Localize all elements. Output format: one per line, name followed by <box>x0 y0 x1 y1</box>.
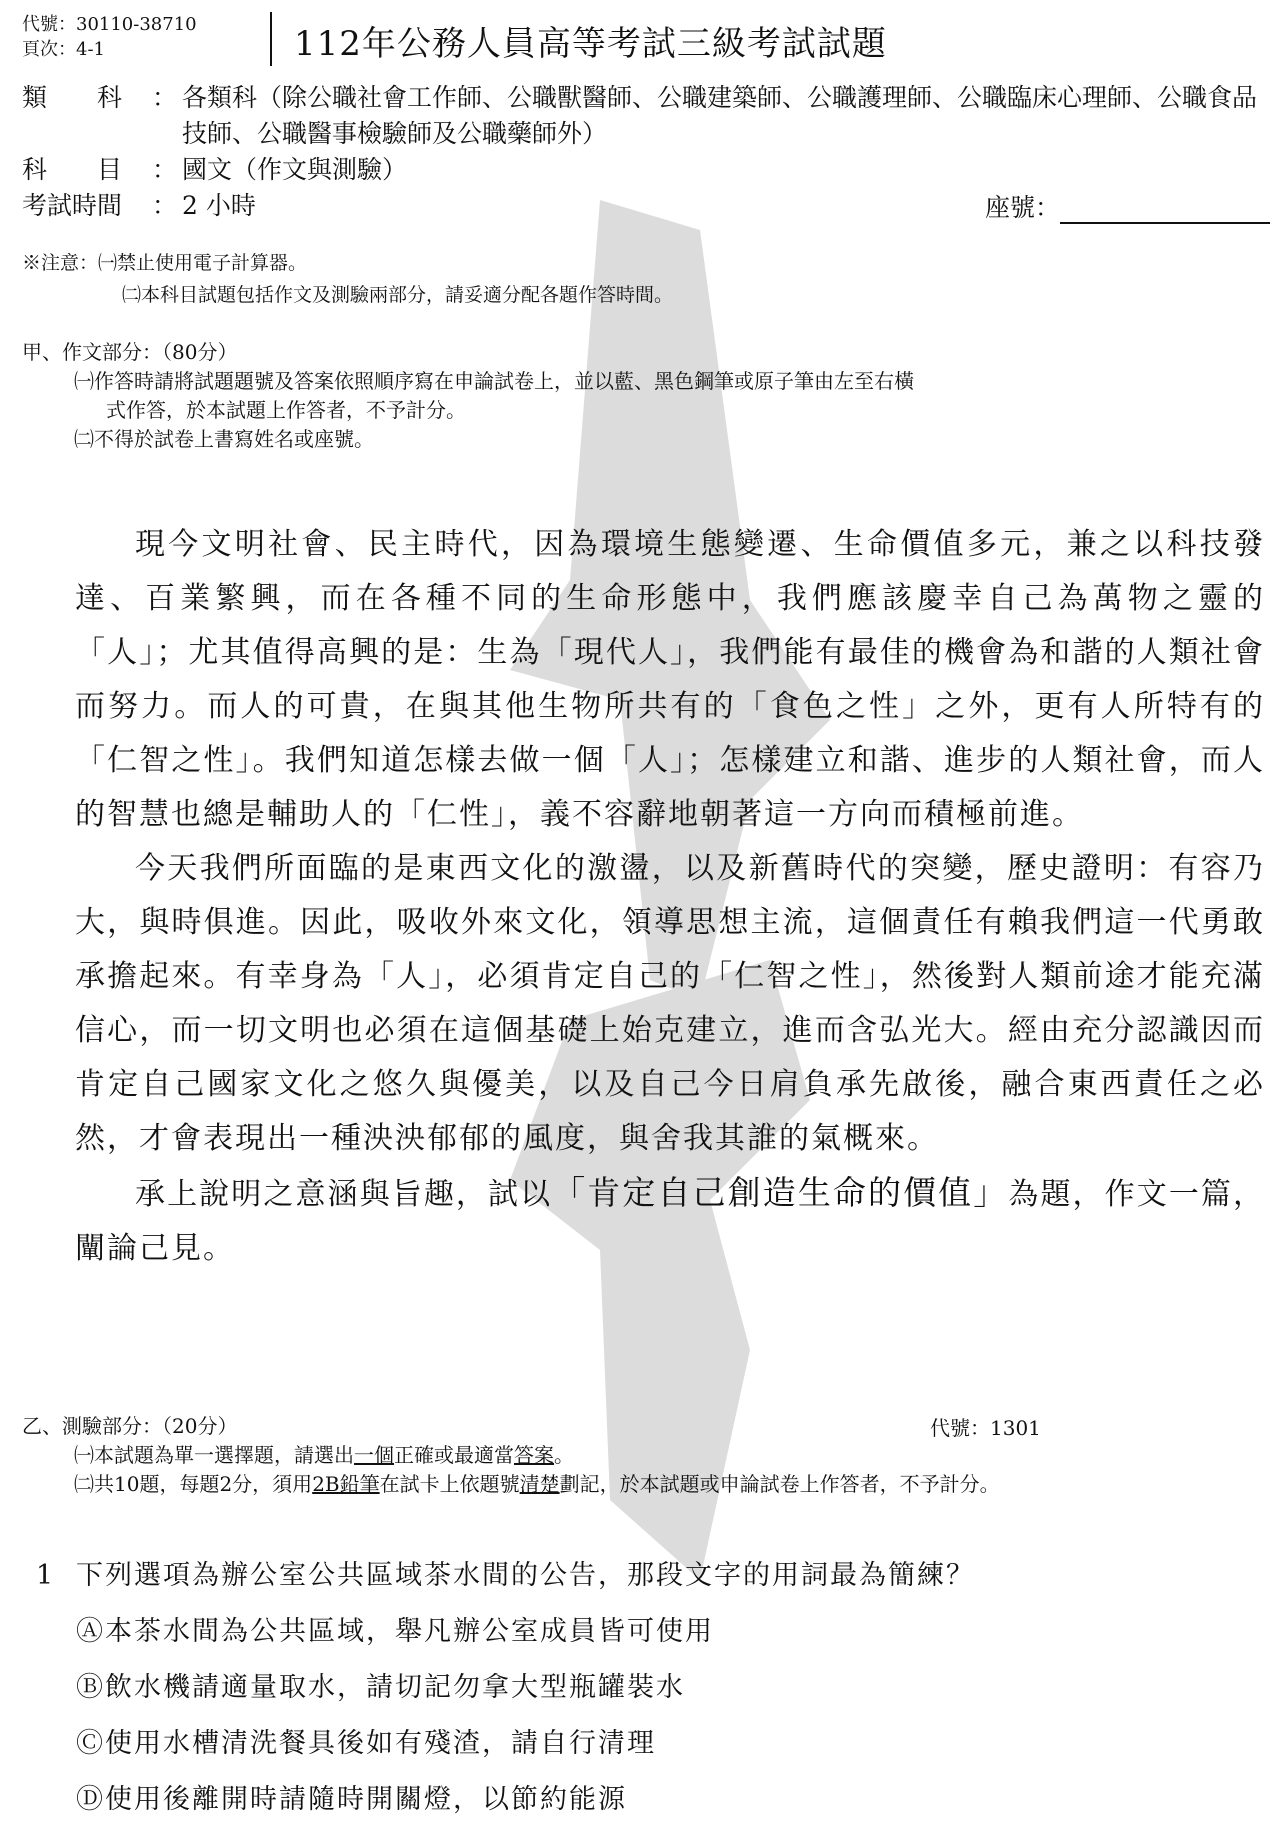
section-b-header <box>22 1412 1000 1499</box>
subject-label: 科 目 <box>22 155 123 184</box>
essay-prompt <box>75 518 1265 1276</box>
essay-paragraph-1: 現今文明社會、民主時代，因為環境生態變遷、生命價值多元，兼之以科技發達、百業繁興，而在各種不同的生命形態中，我們應該慶幸自己為萬物之靈的「人」；尤其值得高興的是：生為「現代人」，我們能有最佳的機會為和諧的人類社會而努力。而人的可貴，在與其他生物所共有的「食色之性」之外，更有人所特有的「仁智之性」。我們知道怎樣去做一個「人」；怎樣建立和諧、進步的人類社會，而人的智慧也總是輔助人的「仁性」，義不容辭地朝著這一方向而積極前進。 <box>75 527 1265 832</box>
time-label: 考試時間 <box>22 191 123 220</box>
seat-label: 座號： <box>984 193 1060 222</box>
section-a-rule-2: ㈡不得於試卷上書寫姓名或座號。 <box>74 427 374 451</box>
section-a-rule-1a: ㈠作答時請將試題題號及答案依照順序寫在申論試卷上，並以藍、黑色鋼筆或原子筆由左至右橫 <box>74 369 914 393</box>
subject-row: 科 目 ： 國文（作文與測驗） <box>22 152 1262 188</box>
essay-topic: 「肯定自己創造生命的價值」 <box>552 1173 1009 1212</box>
seat-number-field <box>985 188 1270 224</box>
option-d: Ⓓ使用後離開時請隨時開關燈，以節約能源 <box>76 1784 627 1815</box>
section-b-rule-1: ㈠本試題為單一選擇題，請選出一個正確或最適當答案。 <box>74 1443 574 1467</box>
question-1 <box>36 1548 1266 1828</box>
category-row: 類 科 ： 各類科（除公職社會工作師、公職獸醫師、公職建築師、公職護理師、公職臨床心理師、公職食品技師、公職醫事檢驗師及公職藥師外） <box>22 80 1262 152</box>
question-number: 1 <box>36 1560 56 1591</box>
section-a-rule-1b: 式作答，於本試題上作答者，不予計分。 <box>106 398 466 422</box>
code-box <box>22 12 272 66</box>
time-value: 2 小時 <box>182 191 256 220</box>
exam-header <box>22 12 1262 72</box>
notice-line-2: ㈡本科目試題包括作文及測驗兩部分，請妥適分配各題作答時間。 <box>122 284 674 306</box>
option-b: Ⓑ飲水機請適量取水，請切記勿拿大型瓶罐裝水 <box>76 1672 685 1703</box>
section-a-header <box>22 338 914 454</box>
section-b-rule-2: ㈡共10題，每題2分，須用2B鉛筆在試卡上依題號清楚劃記，於本試題或申論試卷上作答者，不予計分。 <box>74 1472 1000 1496</box>
exam-code: 代號：30110-38710 <box>22 14 197 35</box>
essay-paragraph-2: 今天我們所面臨的是東西文化的激盪，以及新舊時代的突變，歷史證明：有容乃大，與時俱進。因此，吸收外來文化，領導思想主流，這個責任有賴我們這一代勇敢承擔起來。有幸身為「人」，必須肯定自己的「仁智之性」，然後對人類前途才能充滿信心，而一切文明也必須在這個基礎上始克建立，進而含弘光大。經由充分認識因而肯定自己國家文化之悠久與優美，以及自己今日肩負承先啟後，融合東西責任之必然，才會表現出一種泱泱郁郁的風度，與舍我其誰的氣概來。 <box>75 851 1265 1156</box>
option-c: Ⓒ使用水槽清洗餐具後如有殘渣，請自行清理 <box>76 1728 656 1759</box>
essay-paragraph-3: 承上說明之意涵與旨趣，試以「肯定自己創造生命的價值」為題，作文一篇，闡論己見。 <box>75 1173 1266 1266</box>
subject-value: 國文（作文與測驗） <box>182 155 408 184</box>
category-value: 各類科（除公職社會工作師、公職獸醫師、公職建築師、公職護理師、公職臨床心理師、公職食品技師、公職醫事檢驗師及公職藥師外） <box>182 83 1258 148</box>
exam-title: 112年公務人員高等考試三級考試試題 <box>294 24 887 64</box>
notice-line-1: ※注意：㈠禁止使用電子計算器。 <box>22 252 308 274</box>
notice <box>22 247 673 311</box>
category-label: 類 科 <box>22 83 123 112</box>
page-number: 頁次：4-1 <box>22 39 105 60</box>
section-a-title: 甲、作文部分：（80分） <box>22 340 238 364</box>
section-b-code: 代號：1301 <box>930 1416 1041 1440</box>
section-b-title: 乙、測驗部分：（20分） <box>22 1414 238 1438</box>
option-a: Ⓐ本茶水間為公共區域，舉凡辦公室成員皆可使用 <box>76 1616 714 1647</box>
question-stem: 1 下列選項為辦公室公共區域茶水間的公告，那段文字的用詞最為簡練？ <box>36 1548 1266 1604</box>
time-row: 考試時間 ： 2 小時 <box>22 188 1262 224</box>
seat-blank-line <box>1060 194 1270 224</box>
